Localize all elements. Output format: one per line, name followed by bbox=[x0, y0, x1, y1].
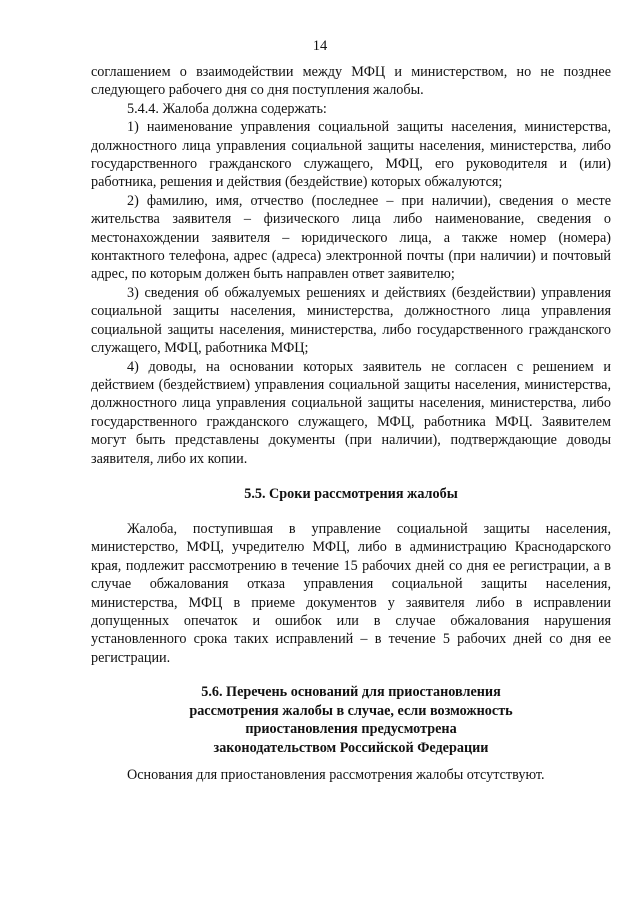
paragraph-item-2: 2) фамилию, имя, отчество (последнее – при наличии), сведения о месте жительства заявителя – физического лица либо наименование, сведения о местонахождении заявителя – юридического лица, а также номер (номера) контактного телефона, адрес (адреса) электронной почты (при наличии) и почтовый адрес, по которым должен быть направлен ответ заявителю; bbox=[91, 192, 611, 283]
paragraph-5-4-4: 5.4.4. Жалоба должна содержать: bbox=[127, 100, 327, 117]
paragraph-continuation: соглашением о взаимодействии между МФЦ и министерством, но не позднее следующего рабочего дня со дня поступления жалобы. bbox=[91, 64, 611, 99]
heading-5-5: 5.5. Сроки рассмотрения жалобы bbox=[244, 486, 458, 502]
complaint-content-section bbox=[91, 63, 611, 468]
heading-5-6 bbox=[91, 683, 611, 757]
heading-5-6-line: 5.6. Перечень оснований для приостановления bbox=[201, 684, 501, 700]
paragraph-review-terms: Жалоба, поступившая в управление социальной защиты населения, министерство, МФЦ, учредителю МФЦ, либо в администрацию Краснодарского края, подлежит рассмотрению в течение 15 рабочих дней со дня ее регистрации, а в случае обжалования отказа управления социальной защиты населения, министерства, МФЦ в приеме документов у заявителя либо в исправлении допущенных опечаток и ошибок или в случае обжалования нарушения установленного срока таких исправлений – в течение 5 рабочих дней со дня ее регистрации. bbox=[91, 521, 611, 666]
heading-5-6-line: приостановления предусмотрена bbox=[245, 721, 457, 738]
paragraph-item-4: 4) доводы, на основании которых заявитель не согласен с решением и действием (бездействием) управления социальной защиты населения, министерства, должностного лица управления социальной защиты населения, министерства, либо государственного гражданского служащего, МФЦ, работника МФЦ. Заявителем могут быть представлены документы (при наличии), подтверждающие доводы заявителя, либо их копии. bbox=[91, 358, 611, 467]
page-number: 14 bbox=[312, 38, 328, 54]
suspension-section bbox=[91, 766, 611, 784]
heading-5-6-line: рассмотрения жалобы в случае, если возможность bbox=[189, 702, 513, 719]
paragraph-item-3: 3) сведения об обжалуемых решениях и действиях (бездействии) управления социальной защиты населения, министерства, должностного лица управления социальной защиты населения, министерства, либо государственного гражданского служащего, МФЦ, работника МФЦ; bbox=[91, 284, 611, 357]
review-terms-section bbox=[91, 520, 611, 667]
heading-5-6-line: законодательством Российской Федерации bbox=[213, 739, 489, 756]
paragraph-item-1: 1) наименование управления социальной защиты населения, министерства, должностного лица управления социальной защиты населения, министерства, либо государственного гражданского служащего, МФЦ, его руководителя и (или) работника, решения и действия (бездействие) которых обжалуются; bbox=[91, 119, 611, 191]
paragraph-suspension: Основания для приостановления рассмотрения жалобы отсутствуют. bbox=[127, 767, 545, 783]
